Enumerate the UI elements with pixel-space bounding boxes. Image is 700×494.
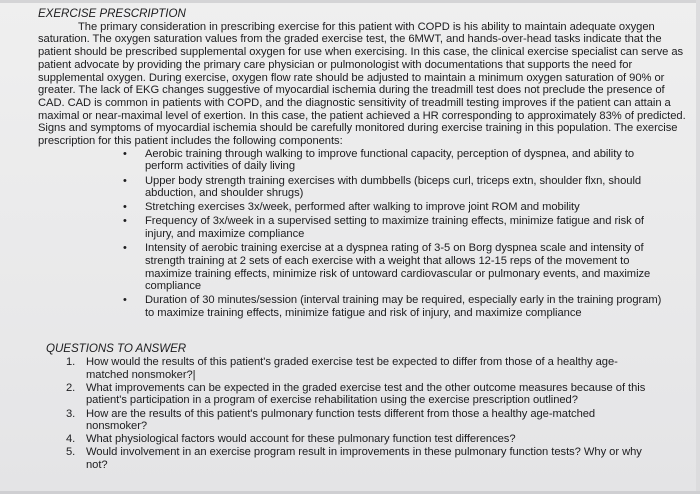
section-spacer	[38, 321, 686, 343]
list-item	[123, 201, 686, 214]
bullet-icon: •	[123, 215, 127, 228]
question-number: 5.	[66, 446, 76, 459]
questions-list	[38, 356, 686, 472]
question-number: 2.	[66, 381, 76, 394]
list-item	[123, 174, 686, 200]
list-item-text: Stretching exercises 3x/week, performed after walking to improve joint ROM and mobility	[145, 201, 580, 214]
question-text: How would the results of this patient's graded exercise test be expected to differ from those of a healthy age-matched nonsmoker?|	[86, 355, 618, 381]
list-item	[123, 147, 686, 173]
exercise-prescription-heading: EXERCISE PRESCRIPTION	[38, 7, 186, 20]
question-item	[66, 355, 686, 381]
question-number: 3.	[66, 407, 76, 420]
list-item-text: Duration of 30 minutes/session (interval training may be required, especially early in the training program) to maximize training effects, minimize fatigue and risk of injury, and maximize compliance	[145, 294, 662, 320]
bullet-icon: •	[123, 201, 127, 214]
exercise-prescription-text: The primary consideration in prescribing exercise for this patient with COPD is his ability to maintain adequate oxygen saturation. The oxygen saturation values from the graded exercise test, the 6MWT, and hands-over-head tasks indicate that the patient should be prescribed supplemental oxygen for use when exercising. In this case, the clinical exercise specialist can serve as patient advocate by providing the primary care physician or pulmonologist with documentations that supports the need for supplemental oxygen. During exercise, oxygen flow rate should be adjusted to maintain a minimum oxygen saturation of 90% or greater. The lack of EKG changes suggestive of myocardial ischemia during the treadmill test does not preclude the presence of CAD. CAD is common in patients with COPD, and the diagnostic sensitivity of treadmill testing improves if the patient can attain a maximal or near-maximal level of exertion. In this case, the patient achieved a HR corresponding to approximately 83% of predicted. Signs and symptoms of myocardial ischemia should be carefully monitored during exercise training in this population. The exercise prescription for this patient includes the following components:	[38, 20, 686, 148]
list-item	[123, 294, 686, 320]
question-text: Would involvement in an exercise program result in improvements in these pulmonary function tests? Why or why not?	[86, 446, 642, 472]
bullet-icon: •	[123, 242, 127, 255]
question-text: What physiological factors would account for these pulmonary function test differences?	[86, 433, 516, 446]
question-text: How are the results of this patient's pulmonary function tests different from those a healthy age-matched nonsmoker?	[86, 407, 596, 433]
bullet-icon: •	[123, 294, 127, 307]
page-top-edge	[0, 0, 700, 3]
question-item	[66, 433, 686, 446]
question-item	[66, 381, 686, 407]
question-item	[66, 446, 686, 472]
list-item	[123, 215, 686, 241]
list-item-text: Frequency of 3x/week in a supervised setting to maximize training effects, minimize fatigue and risk of injury, and maximize compliance	[145, 215, 644, 241]
question-number: 4.	[66, 433, 76, 446]
list-item-text: Intensity of aerobic training exercise at a dyspnea rating of 3-5 on Borg dyspnea scale and intensity of strength training at 2 sets of each exercise with a weight that allows 12-15 reps of the movement to maximize training effects, minimize risk of untoward cardiovascular or pulmonary events, and maximize compliance	[145, 242, 651, 293]
question-number: 1.	[66, 355, 76, 368]
exercise-prescription-paragraph	[38, 21, 686, 148]
prescription-components-list	[38, 148, 686, 320]
question-text: What improvements can be expected in the graded exercise test and the other outcome measures because of this patient's participation in a program of exercise rehabilitation using the exercise prescription outlined?	[86, 381, 646, 407]
questions-heading: QUESTIONS TO ANSWER	[46, 342, 187, 356]
bullet-icon: •	[123, 174, 127, 187]
list-item-text: Aerobic training through walking to improve functional capacity, perception of dyspnea, and ability to perform activities of daily living	[145, 147, 635, 173]
bullet-icon: •	[123, 147, 127, 160]
list-item-text: Upper body strength training exercises with dumbbells (biceps curl, triceps extn, shoulder flxn, should abduction, and shoulder shrugs)	[145, 174, 642, 200]
question-item	[66, 407, 686, 433]
list-item	[123, 242, 686, 293]
page-right-edge	[696, 0, 700, 494]
